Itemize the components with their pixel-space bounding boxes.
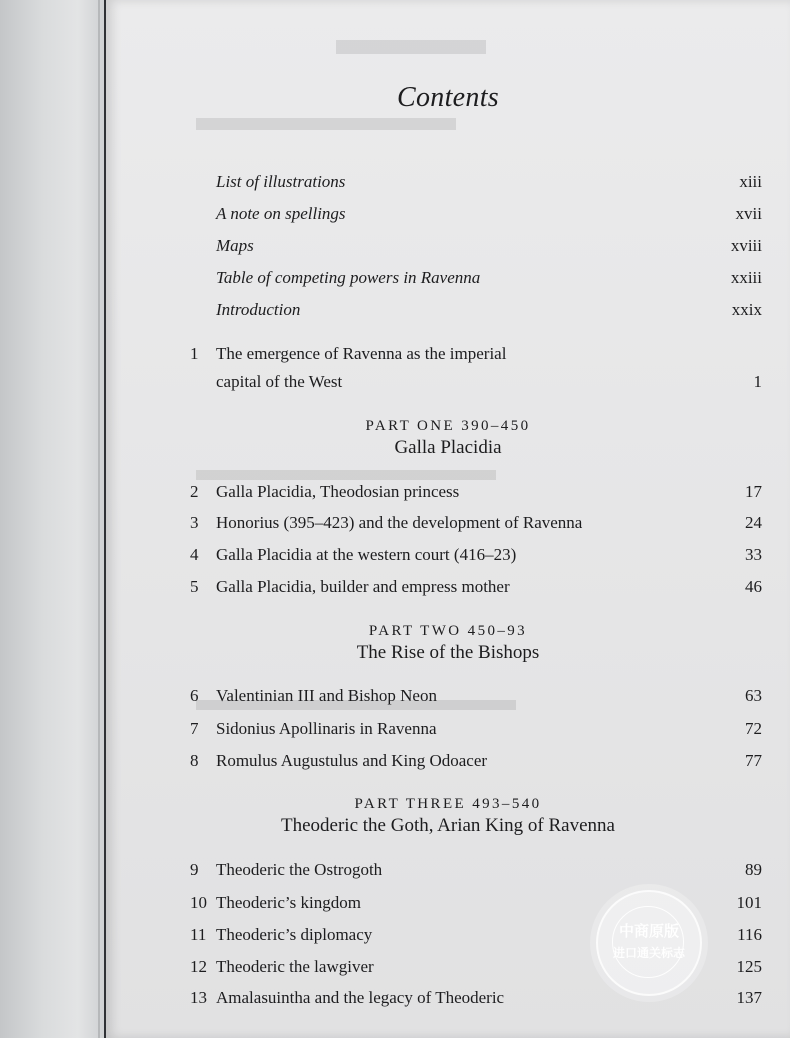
- chapter-title: Theoderic’s diplomacy: [216, 925, 373, 944]
- seal-text: 进口通关标志: [612, 946, 685, 960]
- chapter-title: Valentinian III and Bishop Neon: [216, 686, 437, 705]
- part-label: PART THREE 493–540: [354, 796, 542, 812]
- chapter-page: 46: [745, 577, 762, 596]
- part-heading: [106, 623, 790, 664]
- chapter-number: 4: [190, 545, 199, 564]
- part-heading: [106, 796, 790, 837]
- chapter-title: Honorius (395–423) and the development of Ravenna: [216, 513, 583, 532]
- chapter-title: Sidonius Apollinaris in Ravenna: [216, 719, 437, 738]
- contents-page: [106, 0, 790, 1038]
- chapter-page: 116: [737, 925, 762, 944]
- page-title: Contents: [397, 82, 499, 113]
- chapter-number: 7: [190, 719, 199, 738]
- chapter-page: 72: [745, 719, 762, 738]
- toc-chapter: [106, 719, 790, 741]
- chapter-page: 137: [736, 988, 762, 1007]
- seal-text: 中商原版: [618, 922, 679, 940]
- toc-chapter: [106, 513, 790, 535]
- toc-entry: [106, 204, 790, 226]
- part-title: Galla Placidia: [394, 437, 502, 458]
- toc-entry-title: Introduction: [216, 300, 301, 319]
- toc-entry-page: xvii: [735, 204, 762, 223]
- chapter-number: 9: [190, 860, 199, 879]
- show-through: [196, 118, 456, 130]
- chapter-title: Romulus Augustulus and King Odoacer: [216, 751, 488, 770]
- chapter-title: Galla Placidia, Theodosian princess: [216, 482, 460, 501]
- toc-entry-page: xxix: [731, 300, 762, 319]
- chapter-number: 10: [190, 893, 207, 912]
- toc-entry-page: xviii: [730, 236, 762, 255]
- chapter-number: 8: [190, 751, 199, 770]
- import-seal-watermark: [596, 890, 702, 996]
- show-through: [336, 40, 486, 54]
- chapter-page: 33: [745, 545, 762, 564]
- chapter-page: 63: [745, 686, 762, 705]
- book-spine: [0, 0, 104, 1038]
- toc-chapter: [106, 577, 790, 599]
- chapter-number: 13: [190, 988, 207, 1007]
- chapter-number: 11: [190, 925, 207, 944]
- toc-entry-title: A note on spellings: [216, 204, 346, 223]
- chapter-title: Theoderic the Ostrogoth: [216, 860, 383, 879]
- chapter-number: 6: [190, 686, 199, 705]
- chapter-number: 1: [190, 344, 199, 363]
- chapter-page: 89: [745, 860, 762, 879]
- toc-chapter: [106, 751, 790, 773]
- toc-entry-title: List of illustrations: [216, 172, 346, 191]
- part-title: Theoderic the Goth, Arian King of Ravenna: [281, 815, 615, 836]
- part-label: PART TWO 450–93: [368, 623, 528, 639]
- chapter-page: 24: [745, 513, 762, 532]
- toc-chapter: [106, 860, 790, 882]
- chapter-number: 12: [190, 957, 207, 976]
- chapter-title-line: capital of the West: [216, 372, 343, 391]
- part-label: PART ONE 390–450: [365, 418, 531, 434]
- chapter-number: 2: [190, 482, 199, 501]
- part-title: The Rise of the Bishops: [356, 642, 540, 663]
- chapter-page: 17: [745, 482, 762, 501]
- show-through: [196, 470, 496, 480]
- part-heading: [106, 418, 790, 459]
- chapter-title: Theoderic’s kingdom: [216, 893, 361, 912]
- chapter-title: Galla Placidia at the western court (416–23): [216, 545, 517, 564]
- toc-entry: [106, 236, 790, 258]
- toc-chapter: [106, 344, 790, 366]
- toc-chapter: [106, 482, 790, 504]
- chapter-number: 5: [190, 577, 199, 596]
- toc-chapter: [106, 686, 790, 708]
- chapter-page: 1: [753, 372, 762, 391]
- chapter-number: 3: [190, 513, 199, 532]
- toc-entry-title: Table of competing powers in Ravenna: [216, 268, 481, 287]
- spine-edge: [98, 0, 100, 1038]
- chapter-title-line: The emergence of Ravenna as the imperial: [216, 344, 507, 363]
- toc-entry-page: xiii: [739, 172, 762, 191]
- toc-chapter: [106, 545, 790, 567]
- chapter-page: 125: [736, 957, 762, 976]
- chapter-title: Theoderic the lawgiver: [216, 957, 374, 976]
- toc-chapter-continued: [106, 372, 790, 394]
- toc-entry: [106, 268, 790, 290]
- toc-entry-page: xxiii: [730, 268, 762, 287]
- chapter-title: Galla Placidia, builder and empress mother: [216, 577, 510, 596]
- chapter-page: 77: [745, 751, 762, 770]
- chapter-title: Amalasuintha and the legacy of Theoderic: [216, 988, 505, 1007]
- toc-entry-title: Maps: [216, 236, 254, 255]
- toc-entry: [106, 172, 790, 194]
- chapter-page: 101: [736, 893, 762, 912]
- toc-entry: [106, 300, 790, 322]
- toc-chapter: [106, 988, 790, 1010]
